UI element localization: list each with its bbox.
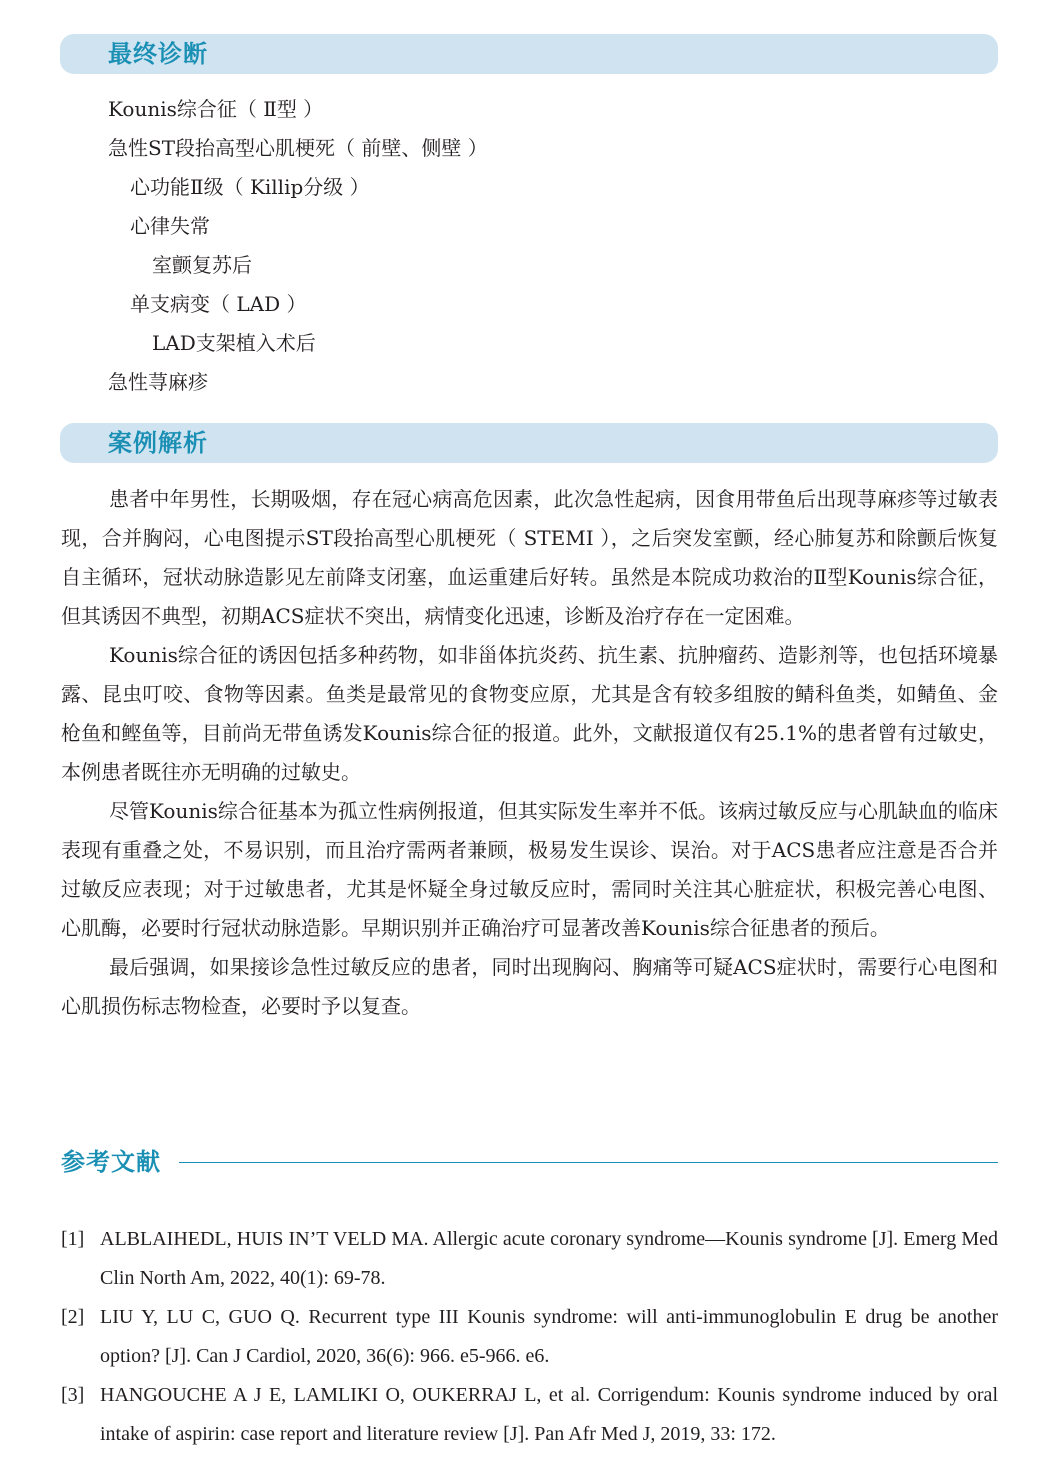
diagnosis-subsubitem: LAD支架植入术后 bbox=[152, 331, 316, 355]
references-title: 参考文献 bbox=[61, 1144, 169, 1180]
analysis-paragraph: 尽管Kounis综合征基本为孤立性病例报道，但其实际发生率并不低。该病过敏反应与心肌缺血的临床表现有重叠之处，不易识别，而且治疗需两者兼顾，极易发生误诊、误治。对于ACS患者应注意是否合并过敏反应表现；对于过敏患者，尤其是怀疑全身过敏反应时，需同时关注其心脏症状，积极完善心电图、心肌酶，必要时行冠状动脉造影。早期识别并正确治疗可显著改善Kounis综合征患者的预后。 bbox=[61, 799, 998, 940]
diagnosis-subitem: 心功能Ⅱ级（ Killip分级 ） bbox=[130, 175, 370, 199]
final-diagnosis-title: 最终诊断 bbox=[108, 40, 208, 68]
case-analysis-header bbox=[60, 423, 998, 463]
references-header bbox=[61, 1144, 998, 1180]
diagnosis-item: Kounis综合征（ Ⅱ型 ） bbox=[108, 97, 324, 121]
analysis-paragraph: Kounis综合征的诱因包括多种药物，如非甾体抗炎药、抗生素、抗肿瘤药、造影剂等，也包括环境暴露、昆虫叮咬、食物等因素。鱼类是最常见的食物变应原，尤其是含有较多组胺的鲭科鱼类，如鲭鱼、金枪鱼和鲣鱼等，目前尚无带鱼诱发Kounis综合征的报道。此外，文献报道仅有25.1%的患者曾有过敏史，本例患者既往亦无明确的过敏史。 bbox=[61, 643, 998, 784]
case-analysis-title: 案例解析 bbox=[108, 429, 208, 457]
diagnosis-subitem: 单支病变（ LAD ） bbox=[130, 292, 307, 316]
reference-item bbox=[61, 1220, 998, 1298]
references-list bbox=[61, 1220, 998, 1454]
reference-item bbox=[61, 1298, 998, 1376]
reference-text: LIU Y, LU C, GUO Q. Recurrent type III Kounis syndrome: will anti-immunoglobulin E drug be another option? [J]. Can J Cardiol, 2020, 36(6): 966. e5-966. e6. bbox=[100, 1306, 998, 1367]
analysis-paragraph: 最后强调，如果接诊急性过敏反应的患者，同时出现胸闷、胸痛等可疑ACS症状时，需要行心电图和心肌损伤标志物检查，必要时予以复查。 bbox=[61, 955, 998, 1018]
reference-number: [3] bbox=[61, 1384, 85, 1406]
reference-item bbox=[61, 1376, 998, 1454]
diagnosis-subsubitem: 室颤复苏后 bbox=[152, 253, 252, 277]
diagnosis-item: 急性ST段抬高型心肌梗死（ 前壁、侧壁 ） bbox=[108, 136, 488, 160]
case-analysis-body bbox=[61, 480, 998, 1026]
analysis-paragraph: 患者中年男性，长期吸烟，存在冠心病高危因素，此次急性起病，因食用带鱼后出现荨麻疹等过敏表现，合并胸闷，心电图提示ST段抬高型心肌梗死（ STEMI ），之后突发室颤，经心肺复苏和除颤后恢复自主循环，冠状动脉造影见左前降支闭塞，血运重建后好转。虽然是本院成功救治的Ⅱ型Kounis综合征，但其诱因不典型，初期ACS症状不突出，病情变化迅速，诊断及治疗存在一定困难。 bbox=[61, 487, 998, 628]
diagnosis-list bbox=[108, 90, 488, 402]
final-diagnosis-header bbox=[60, 34, 998, 74]
diagnosis-item: 急性荨麻疹 bbox=[108, 370, 208, 394]
reference-text: HANGOUCHE A J E, LAMLIKI O, OUKERRAJ L, et al. Corrigendum: Kounis syndrome induced by oral intake of aspirin: case report and literature review [J]. Pan Afr Med J, 2019, 33: 172. bbox=[100, 1384, 998, 1445]
reference-number: [1] bbox=[61, 1228, 85, 1250]
reference-number: [2] bbox=[61, 1306, 85, 1328]
diagnosis-subitem: 心律失常 bbox=[130, 214, 210, 238]
reference-text: ALBLAIHEDL, HUIS IN’T VELD MA. Allergic acute coronary syndrome—Kounis syndrome [J]. Emerg Med Clin North Am, 2022, 40(1): 69-78. bbox=[100, 1228, 998, 1289]
references-divider bbox=[179, 1162, 998, 1163]
